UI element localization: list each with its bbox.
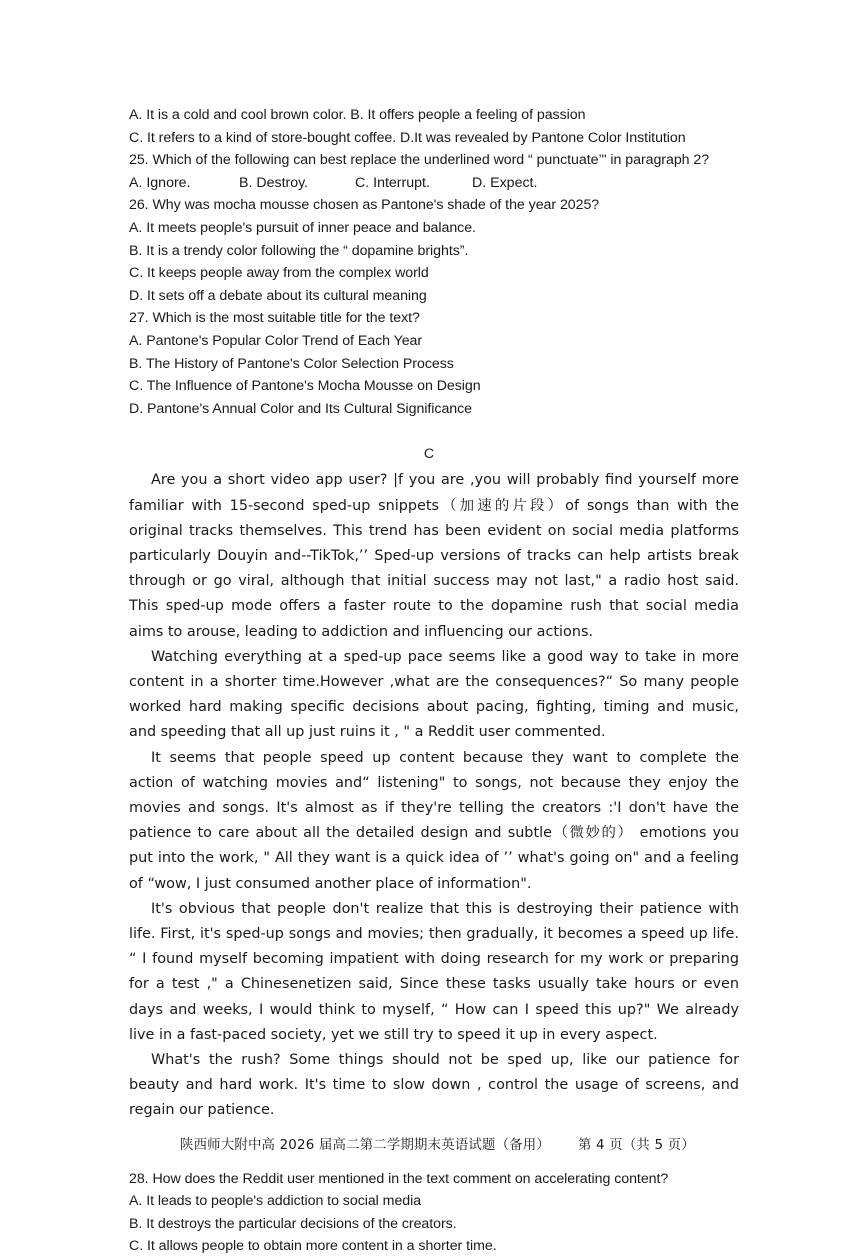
question-28-option-c[interactable]: C. It allows people to obtain more content in a shorter time. [129,1238,497,1255]
question-28-stem: 28. How does the Reddit user mentioned in the text comment on accelerating content? [129,1170,669,1187]
question-27-stem: 27. Which is the most suitable title for the text? [129,310,420,327]
question-25-stem: 25. Which of the following can best replace the underlined word “ punctuate’" in paragraph 2? [129,152,710,169]
passage-paragraph-3: It seems that people speed up content because they want to complete the action of watching movies and“ listening" to songs, not because they enjoy the movies and songs. It's almost as if they're telling the creators :'I don't have the patience to care about all the detailed design and subtle（微妙的） emotions you put into the work, " All they want is a quick idea of ’’ what's going on" and a feeling of “wow, I just consumed another place of information". [129,749,739,892]
question-26-option-b[interactable]: B. It is a trendy color following the “ dopamine brights”. [129,242,469,259]
question-26-option-c[interactable]: C. It keeps people away from the complex world [129,265,429,282]
question-27-option-a[interactable]: A. Pantone's Popular Color Trend of Each Year [129,332,423,349]
question-26-option-a[interactable]: A. It meets people's pursuit of inner peace and balance. [129,219,476,236]
passage-paragraph-1: Are you a short video app user? |f you are ,you will probably find yourself more familiar with 15-second sped-up snippets（加速的片段）of songs than with the original tracks themselves. This trend has been evident on social media platforms particularly Douyin and--TikTok,’’ Sped-up versions of tracks can help artists break through or go viral, although that initial success may not last," a radio host said. This sped-up mode offers a faster route to the dopamine rush that social media aims to arouse, leading to addiction and influencing our actions. [129,472,739,640]
page-content [129,104,739,1258]
option-line-ab: A. It is a cold and cool brown color. B. It offers people a feeling of passion [129,107,586,123]
passage-section-letter: C [423,446,435,463]
passage-paragraph-2: Watching everything at a sped-up pace seems like a good way to take in more content in a shorter time.However ,what are the consequences?“ So many people worked hard making specific decisions about pacing, fighting, timing and music, and speeding that all up just ruins it , " a Reddit user commented. [129,648,739,741]
question-25-option-c[interactable]: C. Interrupt. [355,174,430,191]
question-25-option-d[interactable]: D. Expect. [472,174,538,191]
question-25-options [129,172,739,195]
question-28-option-b[interactable]: B. It destroys the particular decisions of the creators. [129,1215,457,1232]
page-footer [0,1136,867,1160]
footer-page-number: 第 4 页（共 5 页） [578,1138,695,1153]
question-27-option-b[interactable]: B. The History of Pantone's Color Selection Process [129,355,454,372]
passage-paragraph-5: What's the rush? Some things should not be sped up, like our patience for beauty and hard work. It's time to slow down , control the usage of screens, and regain our patience. [129,1051,739,1119]
question-28-option-a[interactable]: A. It leads to people's addiction to social media [129,1193,422,1210]
passage-paragraph-4: It's obvious that people don't realize that this is destroying their patience with life. First, it's sped-up songs and movies; then gradually, it becomes a speed up life. “ I found myself becoming impatient with doing research for my work or preparing for a test ," a Chinesenetizen said, Since these tasks usually take hours or even days and weeks, I would think to myself, “ How can I speed this up?" We already live in a fast-paced society, yet we still try to speed it up in every aspect. [129,900,739,1043]
footer-exam-title: 陕西师大附中高 2026 届高二第二学期期末英语试题（备用） [180,1138,550,1153]
question-26-option-d[interactable]: D. It sets off a debate about its cultural meaning [129,287,427,304]
question-25-option-a[interactable]: A. Ignore. [129,174,191,191]
question-27-option-d[interactable]: D. Pantone's Annual Color and Its Cultural Significance [129,400,473,417]
question-26-stem: 26. Why was mocha mousse chosen as Pantone's shade of the year 2025? [129,197,600,214]
question-25-option-b[interactable]: B. Destroy. [239,174,309,191]
question-27-option-c[interactable]: C. The Influence of Pantone's Mocha Mousse on Design [129,378,481,395]
option-line-cd: C. It refers to a kind of store-bought coffee. D.It was revealed by Pantone Color Institution [129,129,686,146]
